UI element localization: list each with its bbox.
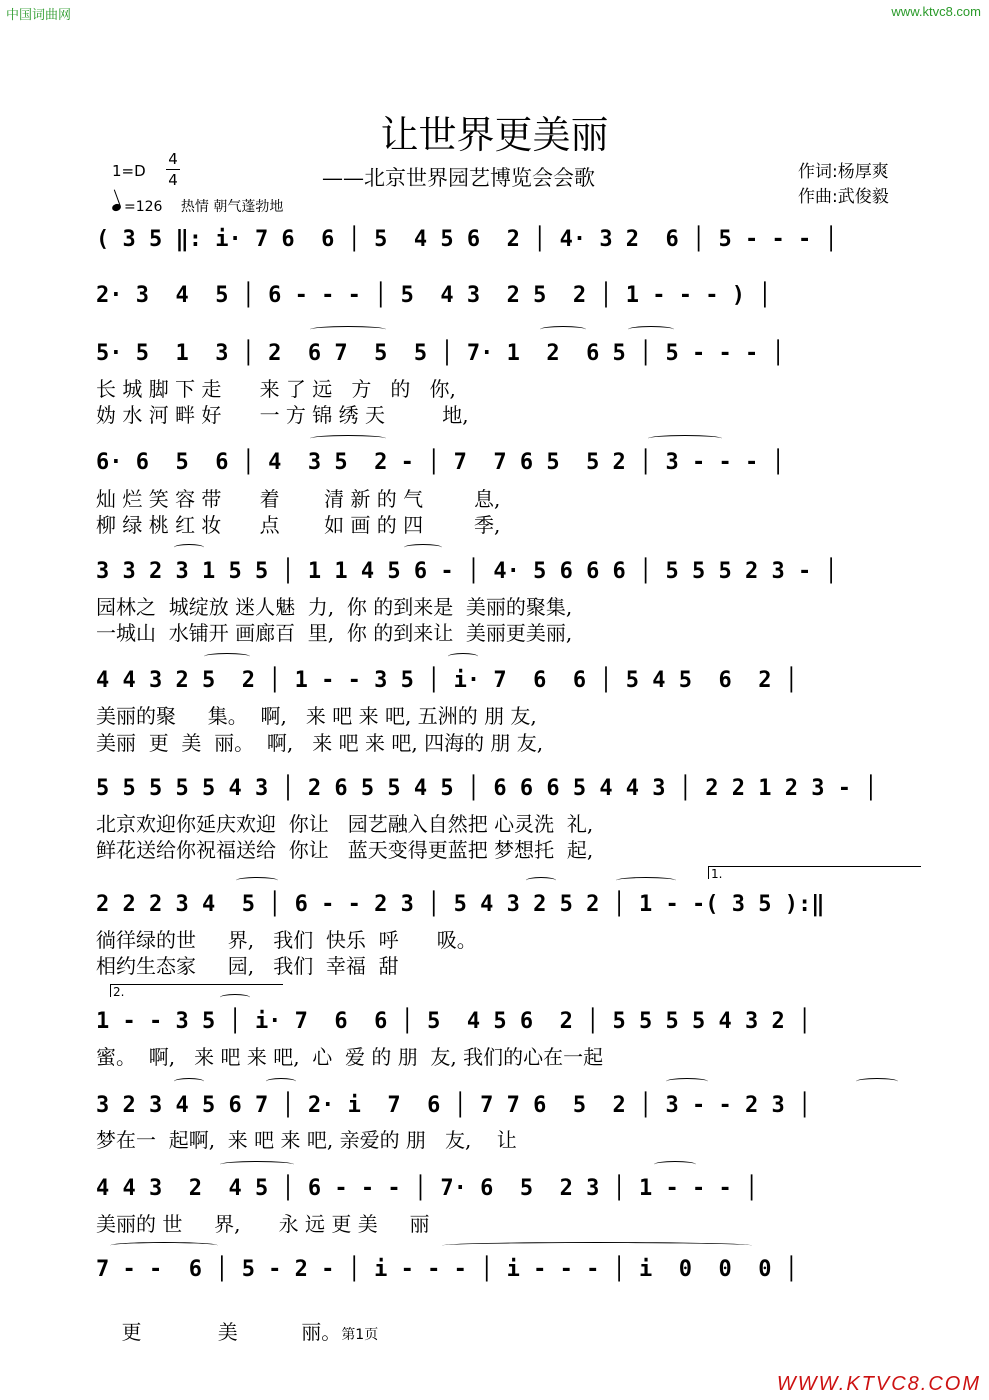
notation-line: 1 - - 3 5 │ i· 7 6 6 │ 5 4 5 6 2 │ 5 5 5 5 4 3 2 │ <box>96 1009 812 1034</box>
site-name-left: 中国词曲网 <box>6 7 72 22</box>
slur <box>220 994 250 1001</box>
lyric-line <box>96 1293 926 1374</box>
lyric-line: 柳 绿 桃 红 妆 点 如 画 的 四 季, <box>96 513 501 537</box>
notation-line: 3 3 2 3 1 5 5 │ 1 1 4 5 6 - │ 4· 5 6 6 6 │ 5 5 5 2 3 - │ <box>96 559 838 584</box>
notation-line: ( 3 5 ‖: i· 7 6 6 │ 5 4 5 6 2 │ 4· 3 2 6 │ 5 - - - │ <box>96 227 838 252</box>
song-title: 让世界更美丽 <box>380 113 609 157</box>
slur <box>856 1078 898 1085</box>
slur <box>404 544 442 551</box>
notation-line: 5· 5 1 3 │ 2 6 7 5 5 │ 7· 1 2 6 5 │ 5 - - - │ <box>96 341 785 366</box>
notation-line: 5 5 5 5 5 4 3 │ 2 6 5 5 4 5 │ 6 6 6 5 4 4 3 │ 2 2 1 2 3 - │ <box>96 776 878 801</box>
lyric-line: 长 城 脚 下 走 来 了 远 方 的 你, <box>96 377 456 401</box>
site-watermark: WWW.KTVC8.COM <box>776 1373 981 1395</box>
lyric-line: 徜徉绿的世 界, 我们 快乐 呼 吸。 <box>96 928 477 952</box>
lyric-line: 鲜花送给你祝福送给 你让 蓝天变得更蓝把 梦想托 起, <box>96 838 594 862</box>
lyric-line: 美丽的 世 界, 永 远 更 美 丽 <box>96 1212 430 1236</box>
lyric-line: 蜜。 啊, 来 吧 来 吧, 心 爱 的 朋 友, 我们的心在一起 <box>96 1045 604 1069</box>
notation-line: 4 4 3 2 5 2 │ 1 - - 3 5 │ i· 7 6 6 │ 5 4 5 6 2 │ <box>96 668 798 693</box>
notation-line: 3 2 3 4 5 6 7 │ 2· i 7 6 │ 7 7 6 5 2 │ 3 - - 2 3 │ <box>96 1093 812 1118</box>
notation-line: 6· 6 5 6 │ 4 3 5 2 - │ 7 7 6 5 5 2 │ 3 - - - │ <box>96 450 785 475</box>
slur <box>540 326 586 333</box>
volta-1: 1. <box>708 866 921 879</box>
lyric-line: 园林之 城绽放 迷人魅 力, 你 的到来是 美丽的聚集, <box>96 595 573 619</box>
lyric-text: 更 美 丽。 <box>121 1320 342 1344</box>
lyric-line: 梦在一 起啊, 来 吧 来 吧, 亲爱的 朋 友, 让 <box>96 1128 517 1152</box>
slur <box>666 1078 708 1085</box>
lyricist: 作词:杨厚爽 <box>798 162 889 182</box>
lyric-line: 美丽 更 美 丽。 啊, 来 吧 来 吧, 四海的 朋 友, <box>96 731 544 755</box>
lyric-line: 一城山 水铺开 画廊百 里, 你 的到来让 美丽更美丽, <box>96 621 573 645</box>
song-subtitle: ——北京世界园艺博览会会歌 <box>322 166 595 190</box>
lyric-line: 灿 烂 笑 容 带 着 清 新 的 气 息, <box>96 487 501 511</box>
notation-line: 2 2 2 3 4 5 │ 6 - - 2 3 │ 5 4 3 2 5 2 │ 1 - -( 3 5 ):‖ <box>96 892 825 917</box>
lyric-line: 北京欢迎你延庆欢迎 你让 园艺融入自然把 心灵洗 礼, <box>96 812 594 836</box>
slur <box>266 1078 296 1085</box>
lyric-line: 妫 水 河 畔 好 一 方 锦 绣 天 地, <box>96 403 469 427</box>
slur <box>526 877 556 884</box>
credits <box>798 160 889 210</box>
notation-line: 2· 3 4 5 │ 6 - - - │ 5 4 3 2 5 2 │ 1 - - - ) │ <box>96 283 772 308</box>
expression-marking: 热情 朝气蓬勃地 <box>180 199 284 215</box>
volta-2: 2. <box>110 984 283 997</box>
tempo-value: =126 <box>124 199 163 215</box>
slur <box>110 1242 218 1249</box>
slur <box>616 877 676 884</box>
slur <box>648 435 722 442</box>
page-number: 第1页 <box>341 1327 379 1343</box>
time-bottom: 4 <box>168 171 178 189</box>
lyric-line: 美丽的聚 集。 啊, 来 吧 来 吧, 五洲的 朋 友, <box>96 704 537 728</box>
lyric-line: 相约生态家 园, 我们 幸福 甜 <box>96 954 399 978</box>
slur <box>310 326 386 333</box>
site-url-right: www.ktvc8.com <box>891 4 981 19</box>
time-signature <box>166 150 180 189</box>
quarter-note-icon <box>111 203 122 213</box>
slur <box>448 653 478 660</box>
slur <box>204 653 250 660</box>
notation-line: 7 - - 6 │ 5 - 2 - │ i - - - │ i - - - │ i 0 0 0 │ <box>96 1257 798 1282</box>
composer: 作曲:武俊毅 <box>798 187 889 207</box>
slur <box>174 544 204 551</box>
slur <box>310 435 386 442</box>
notation-line: 4 4 3 2 4 5 │ 6 - - - │ 7· 6 5 2 3 │ 1 - - - │ <box>96 1176 759 1201</box>
slur <box>220 1161 294 1168</box>
slur <box>236 877 278 884</box>
slur <box>174 1078 204 1085</box>
key-signature: 1=D <box>112 162 146 180</box>
tempo-marking <box>112 196 283 216</box>
slur <box>628 326 674 333</box>
slur <box>654 1161 696 1168</box>
time-top: 4 <box>168 150 178 168</box>
slur <box>442 1242 752 1249</box>
